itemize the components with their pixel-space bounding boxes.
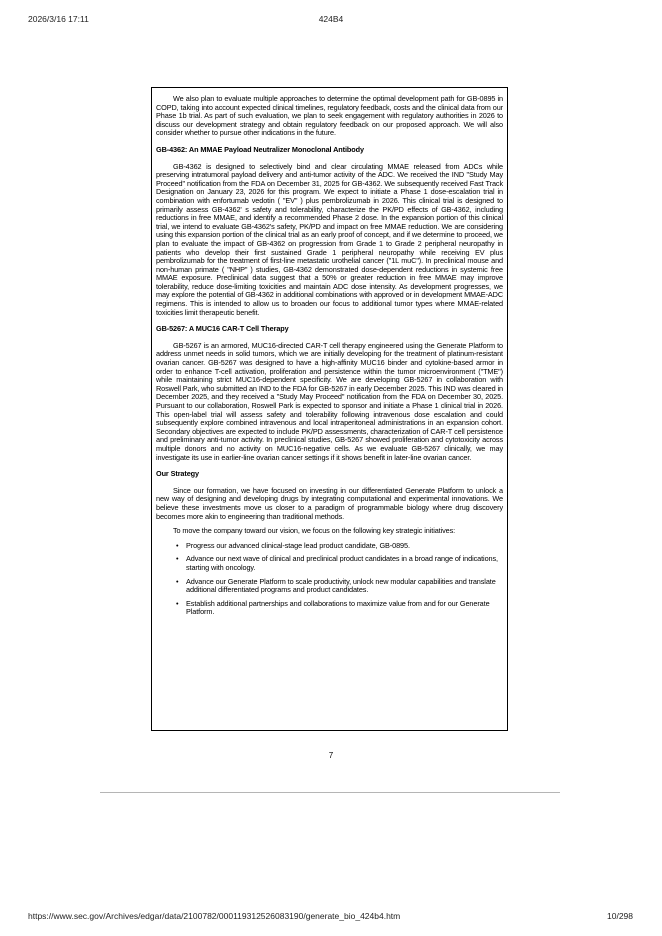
bullet-icon: • [176,598,179,608]
heading-gb-5267: GB-5267: A MUC16 CAR-T Cell Therapy [156,324,289,334]
page-number: 7 [328,751,334,760]
list-item-text: Establish additional partnerships and collaborations to maximize value from and for our Generate Platform. [186,598,490,617]
print-url: https://www.sec.gov/Archives/edgar/data/2100782/000119312526083190/generate_bio_424b4.htm [28,911,401,921]
bullet-icon: • [176,540,179,550]
list-item [156,578,503,595]
bullet-icon: • [176,554,179,564]
heading-gb-4362: GB-4362: An MMAE Payload Neutralizer Monoclonal Antibody [156,144,364,154]
paragraph-strategy: Since our formation, we have focused on investing in our differentiated Generate Platform to unlock a new way of designing and developing drugs by integrating computational and experimental innovations. We believe these investments move us closer to a paradigm of programmable biology where drug discovery becomes more akin to engineering than traditional methods. [156,485,503,521]
paragraph-gb-5267: GB-5267 is an armored, MUC16-directed CAR-T cell therapy engineered using the Generate Platform to address unmet needs in solid tumors, which we are initially developing for the treatment of platinum-resistant ovarian cancer. GB-5267 was designed to have a high-affinity MUC16 binder and cytokine-based armor in order to enhance T-cell activation, proliferation and persistence within the tumor microenvironment ("TME") while maintaining strict MUC16-dependent specificity. We are developing GB-5267 in collaboration with Roswell Park, who submitted an IND to the FDA for GB-5267 in early December 2025. This IND was cleared in December 2025, and they received a "Study May Proceed" notification from the FDA on December 30, 2025. Pursuant to our collaboration, Roswell Park is expected to sponsor and initiate a Phase 1 clinical trial in 2026. This open-label trial will assess safety and tolerability following intravenous dose escalation and could subsequently explore combined intravenous and local intraperitoneal administrations in an expansion cohort. Secondary objectives are expected to include PK/PD assessments, characterization of CAR-T cell persistence and preliminary anti-tumor activity. In preclinical studies, GB-5267 showed proliferation and cytotoxicity across multiple donors and no activity on MUC16-negative cells. As we evaluate GB-5267 clinically, we may investigate its use in earlier-line ovarian cancer settings if it shows benefit in later-line ovarian cancer. [156,340,503,462]
heading-our-strategy: Our Strategy [156,469,199,479]
print-datetime: 2026/3/16 17:11 [28,14,89,24]
list-item [156,600,503,617]
list-item [156,542,503,551]
paragraph-copd-plan: We also plan to evaluate multiple approaches to determine the optimal development path for GB-0895 in COPD, taking into account expected clinical timelines, regulatory feedback, costs and the clinical data from our Phase 1b trial. As part of such evaluation, we plan to seek engagement with regulatory authorities in 2026 to discuss our development strategy and obtain regulatory feedback on our proposed approach. We will also consider whether to pursue other indications in the future. [156,94,503,138]
list-item-text: Progress our advanced clinical-stage lead product candidate, GB-0895. [186,540,410,550]
print-title: 424B4 [318,14,344,24]
list-item-text: Advance our Generate Platform to scale productivity, unlock new modular capabilities and translate additional differentiated programs and product candidates. [186,576,496,595]
print-page-count: 10/298 [607,911,633,921]
paragraph-initiatives-intro: To move the company toward our vision, we focus on the following key strategic initiatives: [173,526,456,536]
paragraph-gb-4362: GB-4362 is designed to selectively bind and clear circulating MMAE released from ADCs while preserving intratumoral payload delivery and anti-tumor activity of the ADC. We received the IND "Study May Proceed" notification from the FDA on December 31, 2025 for GB-4362. We subsequently received Fast Track Designation on January 23, 2026 for this program. We expect to initiate a Phase 1 dose-escalation trial in combination with enfortumab vedotin ( "EV" ) plus pembrolizumab in 2026. This clinical trial is designed to primarily assess GB-4362' s safety and tolerability, characterize the PK/PD effects of GB-4362, including reductions in free MMAE, and identify a recommended Phase 2 dose. In the expansion portion of this clinical trial, we intend to evaluate GB-4362's safety, PK/PD and impact on free MMAE reduction. We are considering using this expansion portion of the clinical trial as an early proof of concept, and if we determine to proceed, we plan to evaluate the impact of GB-4362 on progression from Grade 1 to Grade 2 peripheral neuropathy in patients who develop their first sustained Grade 1 peripheral neuropathy while receiving EV plus pembrolizumab for the treatment of first-line metastatic urothelial cancer ("1L muC"). In preclinical mouse and non-human primate ( "NHP" ) studies, GB-4362 demonstrated dose-dependent reductions in systemic free MMAE exposure. Preclinical data suggest that a 50% or greater reduction in free MMAE may improve tolerability, reduce dose-limiting toxicities and maintain ADC dose intensity. As development progresses, we may explore the potential of GB-4362 in additional combinations with approved or in development MMAE-ADC regimens. This is intended to allow us to broaden our focus to additional tumor types where MMAE-related toxicities limit therapeutic benefit. [156,161,503,317]
strategy-list [156,542,503,617]
list-item [156,555,503,572]
bullet-icon: • [176,576,179,586]
document-body [151,87,508,731]
list-item-text: Advance our next wave of clinical and preclinical product candidates in a broad range of indications, starting with oncology. [186,554,498,572]
page-divider [100,792,560,793]
